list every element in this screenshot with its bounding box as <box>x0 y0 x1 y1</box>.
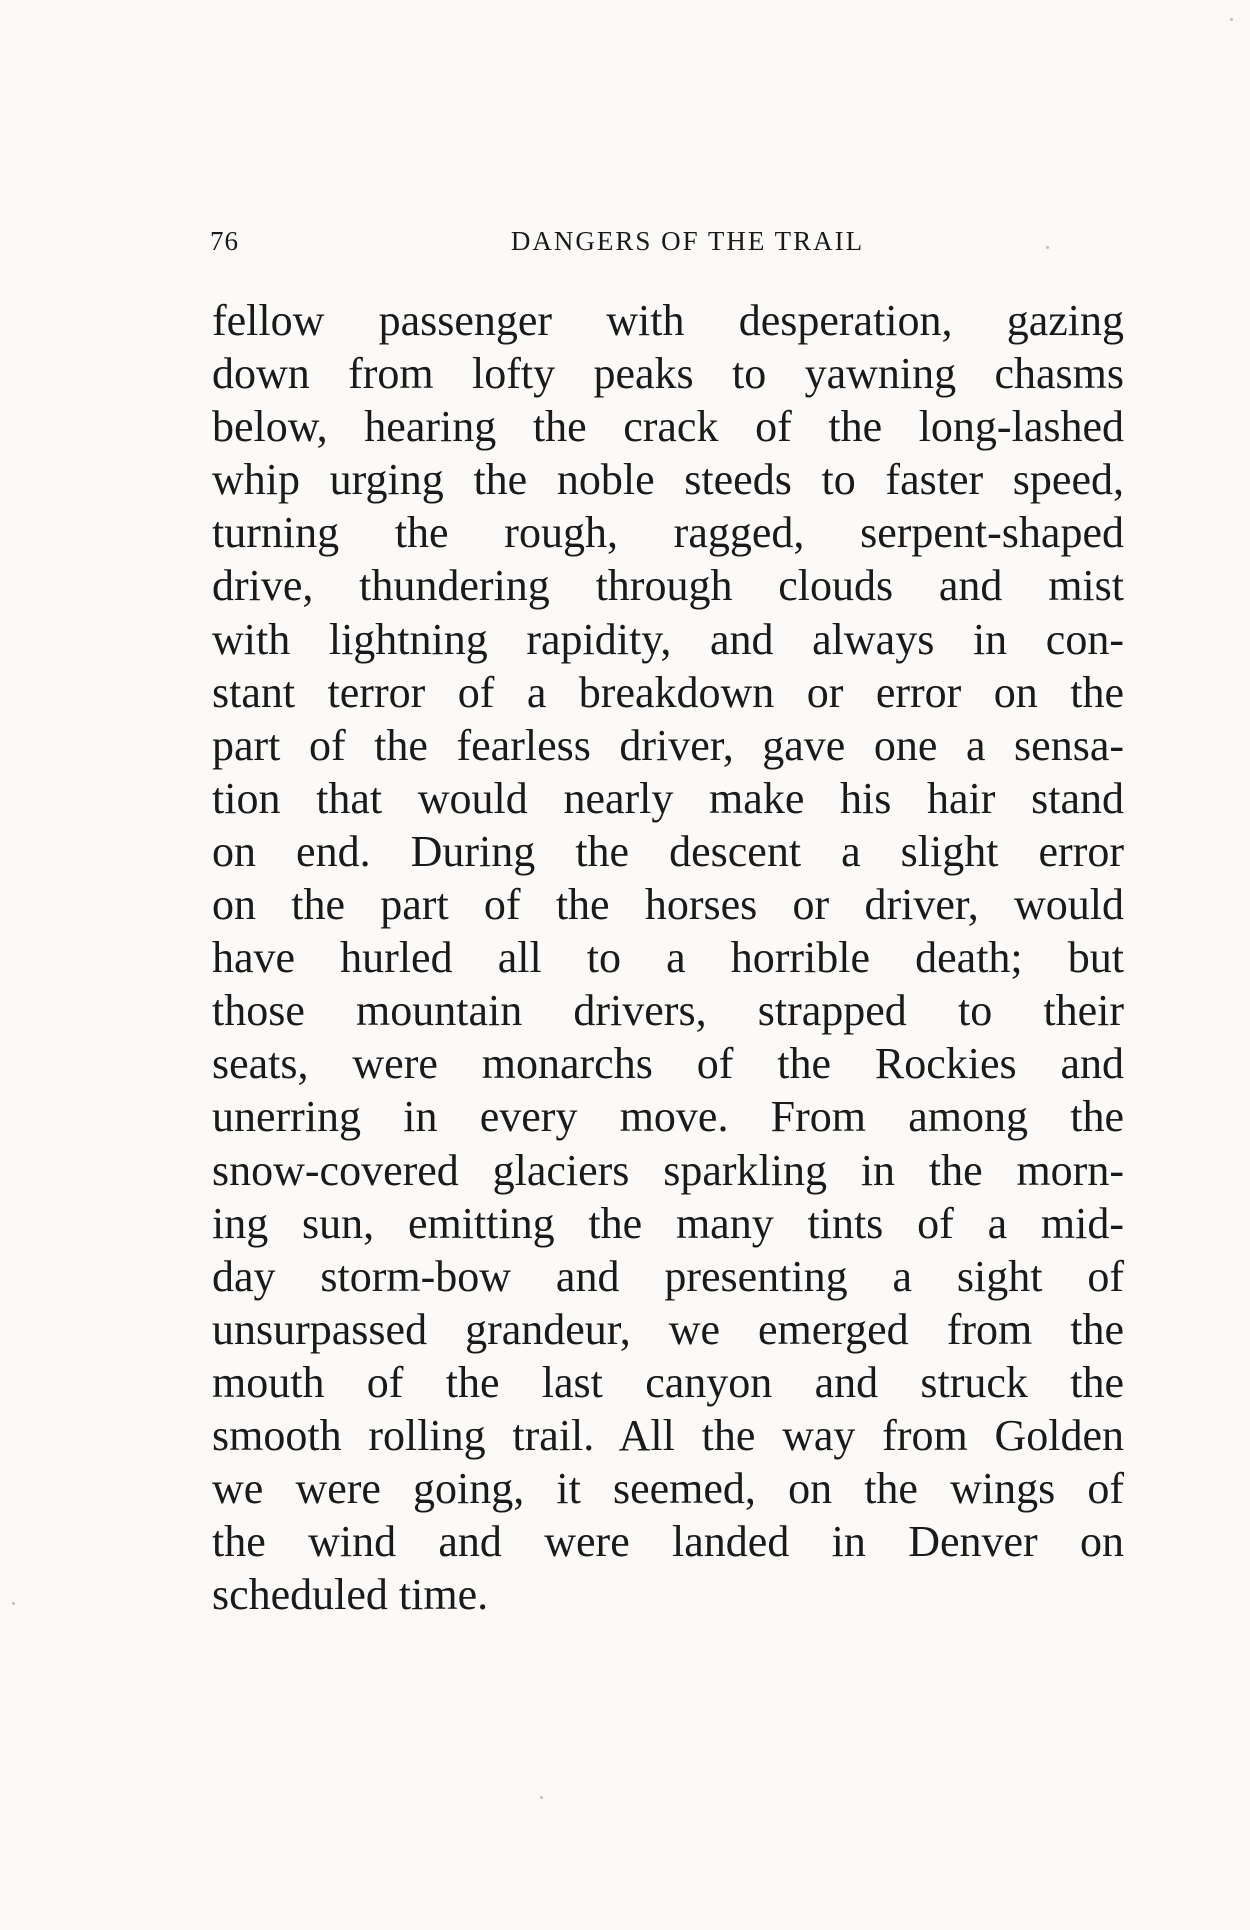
text-line: part of the fearless driver, gave one a sensa- <box>212 720 1124 770</box>
text-line: whip urging the noble steeds to faster speed, <box>212 455 1124 505</box>
text-line: those mountain drivers, strapped to their <box>212 986 1124 1036</box>
text-line: mouth of the last canyon and struck the <box>212 1357 1124 1407</box>
running-title: DANGERS OF THE TRAIL <box>510 226 865 256</box>
paper-speck <box>12 1602 15 1605</box>
text-line: unsurpassed grandeur, we emerged from the <box>212 1304 1124 1354</box>
text-line: ing sun, emitting the many tints of a mid- <box>212 1198 1124 1248</box>
text-line: down from lofty peaks to yawning chasms <box>212 349 1124 399</box>
text-line: scheduled time. <box>212 1570 489 1620</box>
text-line: on end. During the descent a slight error <box>212 826 1124 876</box>
text-line: we were going, it seemed, on the wings of <box>212 1464 1124 1514</box>
text-line: on the part of the horses or driver, would <box>212 880 1124 930</box>
page-header <box>210 226 1125 266</box>
paper-speck <box>1046 246 1049 249</box>
text-line: below, hearing the crack of the long-lashed <box>212 402 1124 452</box>
text-line: day storm-bow and presenting a sight of <box>212 1251 1124 1301</box>
text-line: unerring in every move. From among the <box>212 1092 1124 1142</box>
text-line: fellow passenger with desperation, gazing <box>212 296 1124 345</box>
paper-speck <box>1230 18 1233 21</box>
text-line: seats, were monarchs of the Rockies and <box>212 1039 1124 1089</box>
paper-speck <box>540 1796 543 1799</box>
body-text <box>212 294 1124 1621</box>
text-line: snow-covered glaciers sparkling in the morn- <box>212 1145 1124 1195</box>
text-line: tion that would nearly make his hair stand <box>212 773 1124 823</box>
text-line: have hurled all to a horrible death; but <box>212 933 1124 983</box>
text-line: smooth rolling trail. All the way from Golden <box>212 1410 1124 1460</box>
page-number: 76 <box>210 226 239 256</box>
text-line: turning the rough, ragged, serpent-shaped <box>212 508 1124 558</box>
text-line: drive, thundering through clouds and mist <box>212 561 1124 611</box>
text-line: with lightning rapidity, and always in con- <box>212 614 1124 664</box>
text-line: stant terror of a breakdown or error on the <box>212 667 1124 717</box>
text-line: the wind and were landed in Denver on <box>212 1517 1124 1567</box>
